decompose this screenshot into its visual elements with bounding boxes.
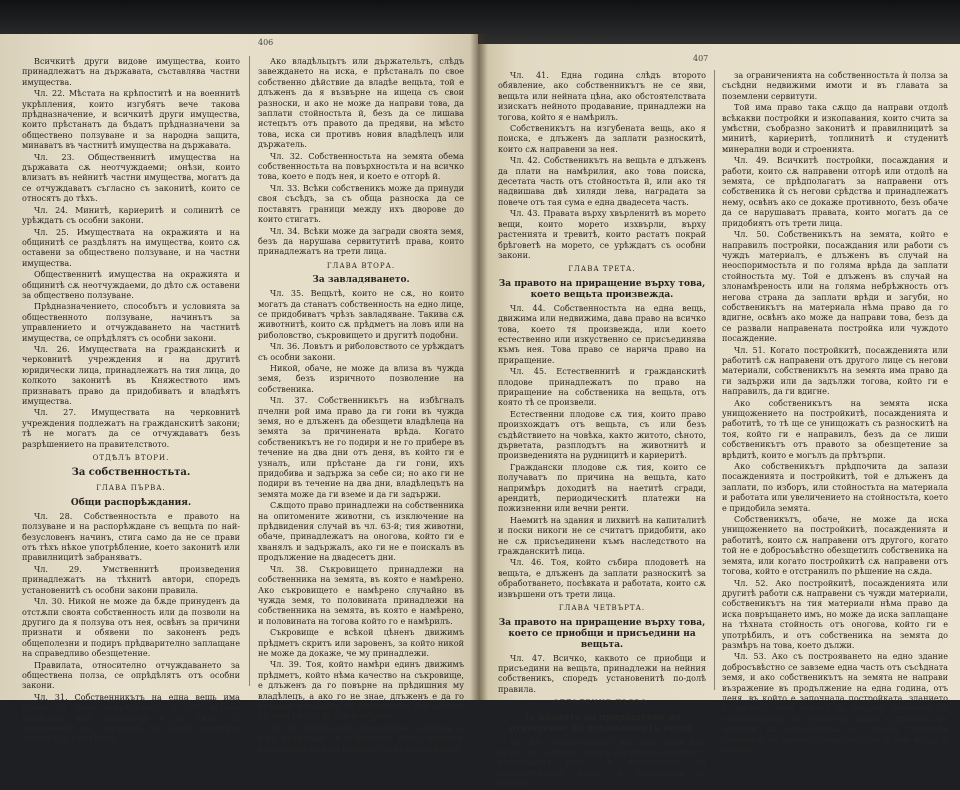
paragraph: Прѣдназначението, способътъ и условията за общественното ползуване, начинътъ за управлението и отчуждаването на частнитѣ имущества, се опрѣдѣлятъ съ особни закони.	[22, 301, 240, 343]
left-page-column-1	[22, 56, 240, 745]
section-heading: За правото на приращение върху това, което се приобщи и присъедини на вещьта.	[498, 617, 706, 650]
paragraph: Чл. 28. Собственностьта е правото на ползуване и на распорѣждане съ вещьта по най-безусловенъ начинъ, стига само да не се прави отъ тѣхъ нѣкое употрѣбление, което законитѣ или правилницитѣ забраняватъ.	[22, 510, 240, 563]
paragraph: Чл. 51. Когато постройкитѣ, посажденията или работитѣ сѫ направени отъ другого лице съ негови материали, собственикътъ на земята има право да ги задържи или да задължи тогова, който ги е направилъ, да ги вдигне.	[722, 344, 948, 397]
paragraph: Чл. 45. Естественнитѣ и гражданскитѣ плодове принадлежатъ по право на приращение на собственика на вещьта, отъ която тѣ се произвели.	[498, 366, 706, 408]
paragraph: Чл. 36. Ловътъ и риболовството се урѣждатъ съ особни закони.	[258, 341, 464, 362]
paragraph: Чл. 52. Ако постройкитѣ, посажденията или другитѣ работи сѫ направени съ чужди материали, собственикътъ на тия материали нѣма право да иска повръщането имъ, но може да иска заплащане на тѣхната стойность отъ оногова, който ги е употрѣбилъ, и отъ собственика на земята до размѣръ на това, което дължи.	[722, 577, 948, 650]
paragraph: Граждански плодове сѫ тия, които се получаватъ по причина на вещьта, като напримѣръ доходитѣ на наетитѣ сгради, арендитѣ, периодическитѣ платежи на пожизненни или вечни ренти.	[498, 461, 706, 514]
section-heading: Общи распорѣждания.	[70, 497, 192, 508]
paragraph: Чл. 37. Собственникътъ на избѣгналъ пчелни рой има право да ги гони въ чужда земя, но е длъженъ да обезщети владѣлеца на земята за причинената врѣда. Когато собственикътъ не го подири и не го прибере въ течение на два дни отъ деня, въ който ги е узналъ, или прѣстане да ги гони, ихъ придобива и задържа за себе си; но ако ги не подири въ течение на два дни, владѣлецътъ на земята може да ги вземе и да ги задържи.	[258, 395, 464, 499]
paragraph: Естественни плодове сѫ тия, които право произхождатъ отъ вещьта, съ или безъ съдѣйствието на човѣка, както житото, сѣното, дърветата, разплодътъ на животнитѣ и произведенията на рудницитѣ и кариеритѣ.	[498, 408, 706, 461]
paragraph: Чл. 47. Всичко, каквото се приобщи и присъедини на вещьта, принадлежи на нейния собственикъ, споредъ установенитѣ по-долѣ правила.	[498, 652, 706, 694]
paragraph: Никой, обаче, не може да влиза въ чужда земя, безъ изричното позволение на собственика.	[258, 362, 464, 394]
paragraph: Чл. 41. Една година слѣдъ второто обявление, ако собственникътъ не се яви, вещьта или нейната цѣна, ако обстоятелствата изискатъ нейното продавание, принадлежи на тогова, който я е намѣрилъ.	[498, 70, 706, 122]
section-heading: ГЛАВА ЧЕТВЪРТА.	[558, 604, 646, 613]
paragraph: Чл. 53. Ако съ построяването на едно здание добросъвѣстно се завземе една часть отъ съсѣдната земя, и ако собственикътъ на земята не направи възражение въ продължение на една година, отъ деня, въ който е започнала постройката, зданието и заетата земя могатъ да бѫдатъ признати за собственность на строителя, който е длъженъ да заплати на собственика на земята двойната стойность на заетата повърхностьта и още врѣди и загуби.	[722, 651, 948, 755]
paragraph: Ако владѣльцътъ или държательтъ, слѣдъ завеждането на иска, е прѣстаналъ по свое собственно дѣйствие да владѣе вещьта, той е длъженъ да я възвърне на ищеца съ свои разноски, и ако не може да направи това, да заплати стойностьта й, безъ да се лишава истецътъ отъ правото да предяви, на мѣсто това, иска си противъ новия владѣлецъ или държатель.	[258, 56, 464, 150]
paragraph: Чл. 48. Собственикътъ на една земя има право да направи отгорѣ каквито постройки и посаждания иска, съ изключение на ограниченията, които сѫ установени въ главата	[498, 736, 706, 789]
paragraph: Чл. 33. Всѣки собственикъ може да принуди своя съсѣдъ, за съ обща разноска да се поставятъ граници между ихъ дворове до които стигатъ.	[258, 182, 464, 225]
paragraph: Съкровище е всѣкой цѣненъ движимъ прѣдметъ скритъ или заровенъ, за който никой не може да докаже, че му принадлежи.	[258, 627, 464, 658]
right-page-column-1	[498, 70, 706, 790]
left-page-column-2	[258, 56, 464, 755]
paragraph: Всичкитѣ други видове имущества, които принадлежатъ на държавата, съставлява частни имущества.	[22, 56, 240, 87]
paragraph: Собственикътъ, обаче, не може да иска унищожението на постройкитѣ, посажденията и работитѣ, които сѫ направени отъ другого, когато той не е добросъвѣстно обезщетилъ собственика на земята, или когато постройкитѣ сѫ направени отъ тогова, който е отстранилъ по рѣшение на сѫда.	[722, 514, 948, 577]
paragraph: Чл. 31. Собственникътъ на една вещь има право да иска повръщането й отъ всѣкой владѣтель или държатель и да бѫде, съ изключение на случаитѣ, въ които законътъ другояче распорѣжда.	[22, 691, 240, 744]
paragraph: Чл. 30. Никой не може да бѫде принуденъ да отстѫпи своята собственность или да позволи на другиго да я ползува отъ нея, освѣнъ за причини признати и обявени по законенъ редъ общеполезни и подиръ прѣдварително заплащане на справедливо обезщетение.	[22, 596, 240, 659]
section-heading: ГЛАВА ПЪРВА.	[96, 484, 166, 493]
paragraph: Чл. 26. Имуществата на гражданскитѣ и черковнитѣ учреждения и на другитѣ юридически лица, принадлежатъ на тия лица, до колкото законитѣ въ Княжеството имъ признаватъ право да придобиватъ и владѣятъ имущества.	[22, 343, 240, 406]
page-number-left: 406	[258, 38, 274, 47]
paragraph: за ограниченията на собственностьта ѝ полза за съсѣдни недвижими имоти и въ главата за поземлени сервитути.	[722, 70, 948, 101]
section-heading: За правото на приращение върху това, което вещьта произвежда.	[498, 278, 706, 300]
paragraph: Наемитѣ на здания и лихвитѣ на капиталитѣ и поски никоги не се считатъ придобити, ако не сѫ присъединени къмъ наследството на гражданскитѣ лица.	[498, 514, 706, 557]
paragraph: Чл. 34. Всѣки може да загради своята земя, безъ да нарушава сервитутитѣ права, които принадлежатъ на трети лица.	[258, 225, 464, 257]
column-divider	[714, 70, 715, 690]
right-page-column-2	[722, 70, 948, 756]
paragraph: Чл. 23. Общественнитѣ имущества на държавата сѫ неотчуждаеми; онѣзи, които влизатъ въ нейнитѣ частни имущества, могатъ да се отчуждаватъ съгласно съ законитѣ, които се относятъ до тѣхъ.	[22, 151, 240, 204]
paragraph: Чл. 40. Общинското управление съобщава за това прѣдаване съ обявление, което повтаря, по приетия за това начинъ, слѣдъ два седмица.	[258, 722, 464, 754]
paragraph: Чл. 35. Вещьтѣ, които не сѫ, но които могатъ да станатъ собственность на едно лице, се придобиватъ чрѣзъ завладяване. Такива сѫ животнитѣ, които сѫ прѣдметъ на ловъ или на риболовство, съкровището и другитѣ подобни.	[258, 288, 464, 340]
section-heading: ОТДѢЛЪ ВТОРИ.	[92, 454, 170, 463]
section-heading: ГЛАВА ВТОРА.	[326, 261, 396, 270]
paragraph: Общественнитѣ имущества на окражията и общинитѣ сѫ неотчуждаеми, до дѣто сѫ оставени за обществено ползуване.	[22, 269, 240, 300]
section-heading: За завладяването.	[312, 275, 410, 286]
paragraph: Чл. 29. Умственнитѣ произведения принадлежатъ на тѣхнитѣ автори, споредъ установенитѣ съ особни закони правила.	[22, 563, 240, 595]
paragraph: Чл. 27. Имуществата на черковнитѣ учреждения подлежатъ на гражданскитѣ закони; тѣ не могатъ да се отчуждаватъ безъ разрѣшението на правителството.	[22, 407, 240, 449]
paragraph: Чл. 24. Минитѣ, кариеритѣ и солинитѣ се урѣждатъ съ особни закони.	[22, 204, 240, 226]
paragraph: Чл. 49. Всичкитѣ постройки, посаждания и работи, които сѫ направени отгорѣ или отдолѣ на земята, се прѣдполагатъ за направени отъ собственика ѝ съ негови срѣдства и принадлежатъ нему, освѣнъ ако се докаже противното, безъ обаче да се нарушаватъ правата, които могатъ да се придобиятъ отъ трети лица.	[722, 155, 948, 228]
section-heading: За правото на приращение по отношение на недвижимитѣ вещи.	[509, 712, 695, 734]
book-gutter	[470, 34, 488, 700]
column-divider	[249, 56, 250, 686]
section-heading: ОТДѢЛЕНИЕ ПЪРВО.	[553, 699, 651, 708]
page-number-right: 407	[693, 54, 709, 63]
paragraph: Сѫщото право принадлежи на собственника на опитомените животни, съ изключение на прѣдвидения случай въ чл. 63-й; тия животни, обаче, принадлежатъ на оногова, който ги е хванялъ и задържалъ, ако ги не е поискалъ въ продължение на двадесетъ дни.	[258, 500, 464, 563]
paragraph: Чл. 46. Тоя, който събира плодоветѣ на вещьта, е длъженъ да заплати разноскитѣ за обработването, посѣвката и работата, които сѫ извършени отъ трети лица.	[498, 557, 706, 599]
paragraph: Правилата, относително отчуждаването за обществена полза, се опрѣдѣлятъ отъ особни закони.	[22, 659, 240, 691]
paragraph: Чл. 43. Правата върху хвърленитѣ въ морето вещи, които морето изхвърли, върху растенията и тревитѣ, които растатъ покрай брѣговетѣ на морето, се урѣждатъ съ особни закони.	[498, 208, 706, 260]
section-heading: За собственностьта.	[71, 467, 191, 479]
paragraph: Чл. 38. Съкровището принадлежи на собственника на земята, въ която е намѣрено. Ако съкровището е намѣрено случайно въ чужда земя, то половината принадлежи на собственника на земята, въ която е намѣрено, и половината на тогова който го е намѣрилъ.	[258, 563, 464, 626]
paragraph: Чл. 42. Собственикътъ на вещьта е длъженъ да плати на намѣрилия, ако това поиска, десетата часть отъ стойностьта й, или ако тя надвишава двѣ хиляди лева, наградата за повече отъ тая сума е една двадесета часть.	[498, 155, 706, 207]
paragraph: Чл. 32. Собственностьта на земята обема собственностьта на повърхностьта и на всичко това, което е подъ нея, и което е отгорѣ й.	[258, 150, 464, 182]
paragraph: Ако собственикътъ прѣдпочита да запази посажденията и постройкитѣ, той е длъженъ да заплати, по изборъ, или стойностьта на материала и работата или увеличението на стойностьта, което е придобила земята.	[722, 461, 948, 513]
paragraph: Ако собственикътъ на земята иска унищожението на постройкитѣ, посажденията и работитѣ, то тѣ ще се унищожатъ съ разноскитѣ на тоя, който ги е направилъ, безъ да се лиши собственикътъ отъ правото за обезщетение за врѣдитѣ, които е могълъ да прѣтърпи.	[722, 397, 948, 460]
paragraph: Чл. 50. Собственикътъ на земята, който е направилъ постройки, посаждания или работи съ чуждъ материалъ, е длъженъ въ случай на неоспоримостьта и по голяма врѣда да заплати стойностьта му. Той е длъженъ въ случай на злонамѣреность или на голяма небрѣжность отъ негова страна да заплати врѣди и загуби, но собственикътъ на материала нѣма право да го вдигне, освѣнъ ако може да направи това, безъ да се развали направената постройка или чуждото посаждение.	[722, 229, 948, 344]
right-page	[478, 44, 960, 789]
paragraph: Чл. 44. Собственностьта на една вещь, движима или недвижима, дава право на всичко това, което тя произвежда, или което естественно или изкуственно се присъединява къмъ нея. Това право се нарича право на приращение.	[498, 302, 706, 365]
paragraph: Чл. 22. Мѣстата на крѣпоститѣ и на военнитѣ укрѣпления, които изгубятъ вече такова прѣдназначение, и всичкитѣ други имущества, които прѣстанатъ да бъдатъ прѣдназначени за обществено ползуване и за народна защита, минаватъ въ частнитѣ имущества на държавата.	[22, 88, 240, 151]
section-heading: ГЛАВА ТРЕТА.	[568, 265, 636, 274]
paragraph: Чл. 39. Тоя, който намѣри единъ движимъ прѣдметъ, който нѣма качество на съкровище, е длъженъ да го повърне на прѣдишния му владѣлецъ, а ако го не знае, длъженъ е да го прѣдаде незабавно на общинското управление на това мѣсто, дѣто е намѣренъ.	[258, 659, 464, 722]
paragraph: Собственикътъ на изгубената вещь, ако я поиска, е длъженъ да заплати разноскитѣ, които сѫ направени за нея.	[498, 123, 706, 154]
left-page	[0, 34, 478, 754]
paragraph: Той има право така сѫщо да направи отдолѣ всѣкакви постройки и изкопавания, които счита за умѣстни, съобразно законитѣ и правилницитѣ за минитѣ, кариеритѣ, топлинитѣ и студенитѣ минерални води и строенията.	[722, 102, 948, 154]
paragraph: Чл. 25. Имуществата на окражията и на общинитѣ се раздѣлятъ на имущества, които сѫ оставени за обществено ползуване, и на частни имущества.	[22, 226, 240, 268]
